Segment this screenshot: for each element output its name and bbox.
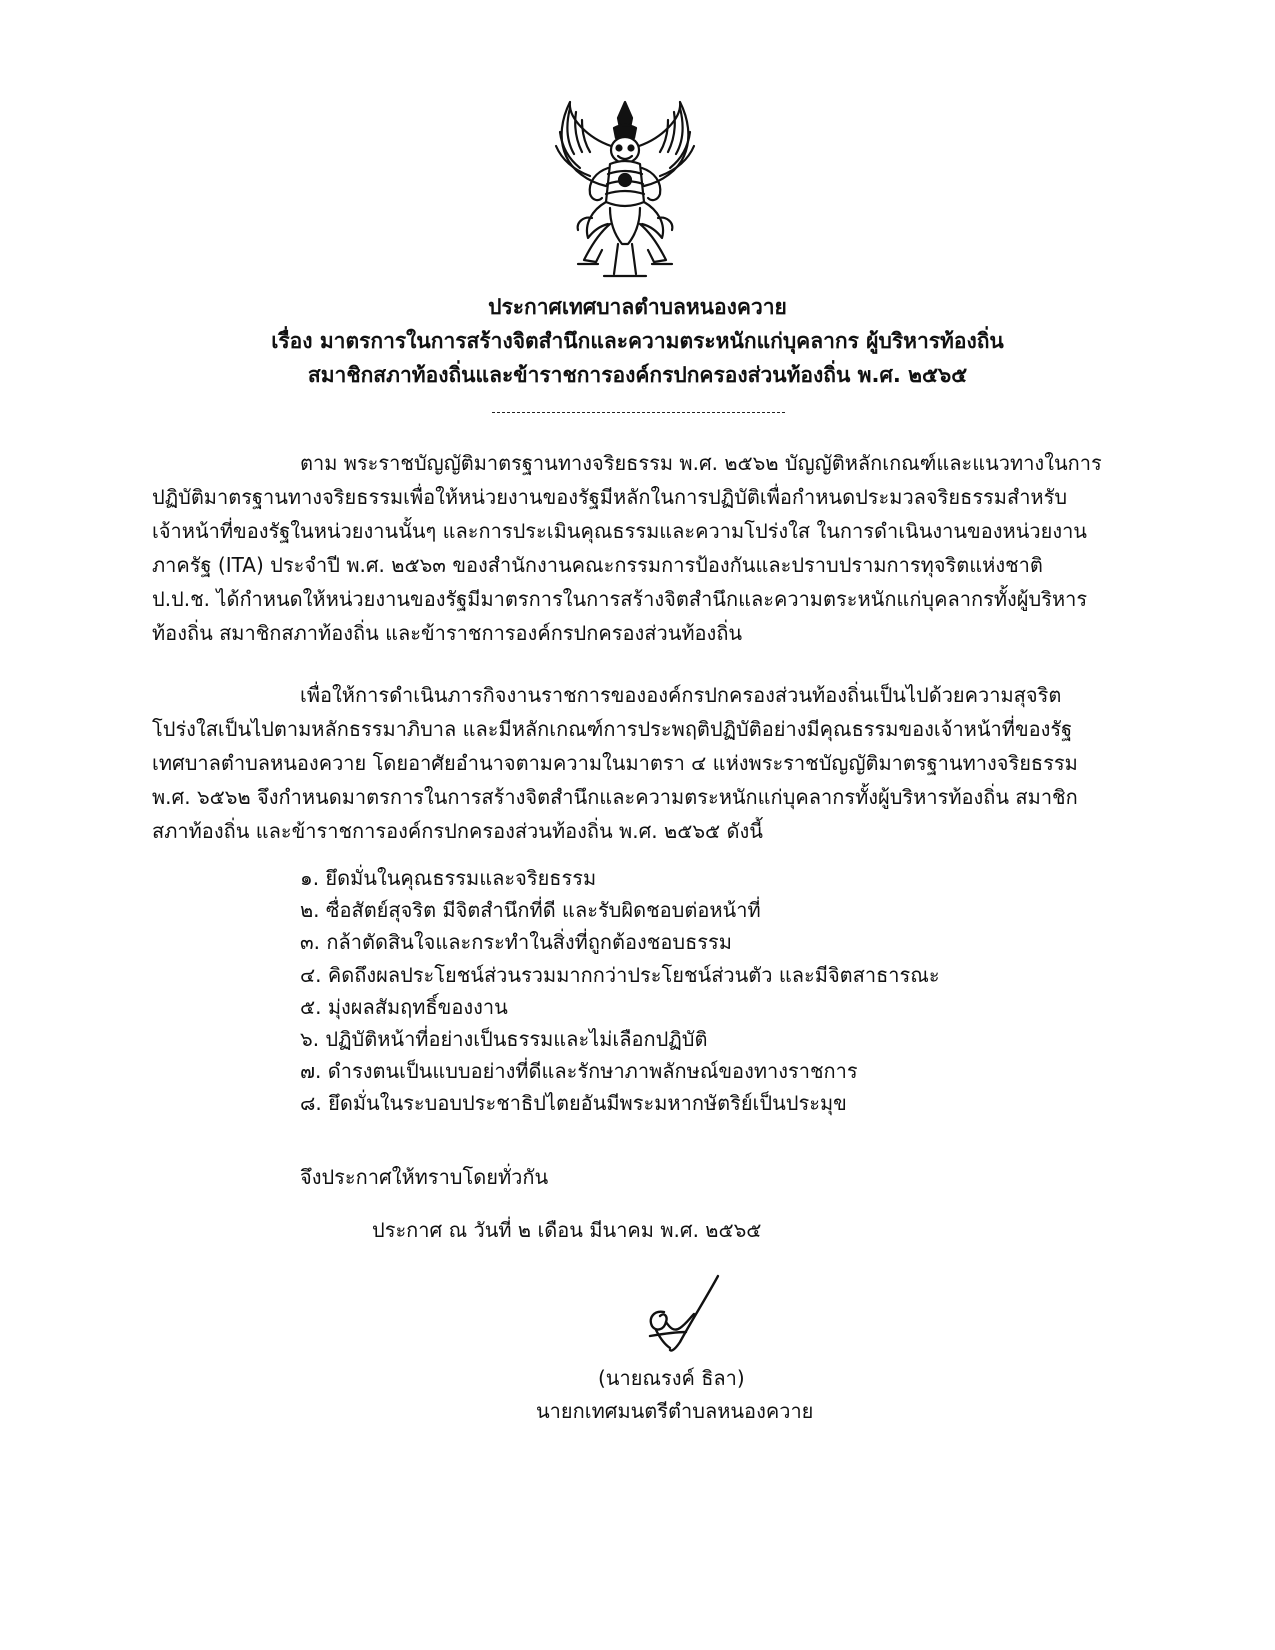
list-item: ๗. ดำรงตนเป็นแบบอย่างที่ดีและรักษาภาพลักษณ์ของทางราชการ [300, 1059, 858, 1084]
paragraph-line: สภาท้องถิ่น และข้าราชการองค์กรปกครองส่วนท้องถิ่น พ.ศ. ๒๕๖๕ ดังนี้ [152, 819, 763, 843]
paragraph-1 [152, 446, 1124, 650]
measures-list [300, 862, 1060, 1120]
list-item: ๖. ปฏิบัติหน้าที่อย่างเป็นธรรมและไม่เลือกปฏิบัติ [300, 1027, 708, 1052]
paragraph-line: เทศบาลตำบลหนองควาย โดยอาศัยอำนาจตามความในมาตรา ๔ แห่งพระราชบัญญัติมาตรฐานทางจริยธรรม [152, 751, 1078, 775]
paragraph-line: พ.ศ. ๖๕๖๒ จึงกำหนดมาตรการในการสร้างจิตสำนึกและความตระหนักแก่บุคลากรทั้งผู้บริหารท้องถิ่น สมาชิก [152, 785, 1078, 809]
paragraph-line: ปฏิบัติมาตรฐานทางจริยธรรมเพื่อให้หน่วยงานของรัฐมีหลักในการปฏิบัติเพื่อกำหนดประมวลจริยธรรมสำหรับ [152, 485, 1068, 509]
title-divider [492, 412, 785, 413]
handwritten-signature-icon [630, 1272, 740, 1362]
paragraph-2 [152, 678, 1124, 848]
closing-statement: จึงประกาศให้ทราบโดยทั่วกัน [300, 1165, 549, 1189]
title-line-2: เรื่อง มาตรการในการสร้างจิตสำนึกและความตระหนักแก่บุคลากร ผู้บริหารท้องถิ่น [271, 329, 1004, 353]
list-item: ๔. คิดถึงผลประโยชน์ส่วนรวมมากกว่าประโยชน์ส่วนตัว และมีจิตสาธารณะ [300, 962, 940, 987]
paragraph-line: ภาครัฐ (ITA) ประจำปี พ.ศ. ๒๕๖๓ ของสำนักงานคณะกรรมการป้องกันและปราบปรามการทุจริตแห่งชาติ [152, 553, 1043, 577]
list-item: ๘. ยึดมั่นในระบอบประชาธิปไตยอันมีพระมหากษัตริย์เป็นประมุข [300, 1091, 847, 1116]
list-item: ๒. ซื่อสัตย์สุจริต มีจิตสำนึกที่ดี และรับผิดชอบต่อหน้าที่ [300, 898, 761, 923]
signer-title: นายกเทศมนตรีตำบลหนองควาย [536, 1399, 814, 1423]
paragraph-line: เพื่อให้การดำเนินภารกิจงานราชการขององค์กรปกครองส่วนท้องถิ่นเป็นไปด้วยความสุจริต [300, 683, 1062, 707]
list-item: ๓. กล้าตัดสินใจและกระทำในสิ่งที่ถูกต้องชอบธรรม [300, 930, 732, 955]
signer-name: (นายณรงค์ ธิลา) [598, 1366, 745, 1390]
title-line-3: สมาชิกสภาท้องถิ่นและข้าราชการองค์กรปกครองส่วนท้องถิ่น พ.ศ. ๒๕๖๕ [307, 363, 968, 387]
paragraph-line: โปร่งใสเป็นไปตามหลักธรรมาภิบาล และมีหลักเกณฑ์การประพฤติปฏิบัติอย่างมีคุณธรรมของเจ้าหน้าที่ของรัฐ [152, 717, 1073, 741]
list-item: ๑. ยึดมั่นในคุณธรรมและจริยธรรม [300, 866, 597, 890]
announcement-title [150, 290, 1125, 392]
paragraph-line: ป.ป.ช. ได้กำหนดให้หน่วยงานของรัฐมีมาตรการในการสร้างจิตสำนึกและความตระหนักแก่บุคลากรทั้งผู้บริหาร [152, 587, 1088, 611]
list-item: ๕. มุ่งผลสัมฤทธิ์ของงาน [300, 994, 508, 1019]
announcement-date: ประกาศ ณ วันที่ ๒ เดือน มีนาคม พ.ศ. ๒๕๖๕ [372, 1218, 762, 1242]
paragraph-line: ท้องถิ่น สมาชิกสภาท้องถิ่น และข้าราชการองค์กรปกครองส่วนท้องถิ่น [152, 621, 743, 645]
paragraph-line: เจ้าหน้าที่ของรัฐในหน่วยงานนั้นๆ และการประเมินคุณธรรมและความโปร่งใส ในการดำเนินงานของหน่วยงาน [152, 519, 1087, 543]
paragraph-line: ตาม พระราชบัญญัติมาตรฐานทางจริยธรรม พ.ศ. ๒๕๖๒ บัญญัติหลักเกณฑ์และแนวทางในการ [300, 451, 1102, 475]
title-line-1: ประกาศเทศบาลตำบลหนองควาย [488, 295, 787, 319]
garuda-emblem-icon [548, 98, 703, 278]
